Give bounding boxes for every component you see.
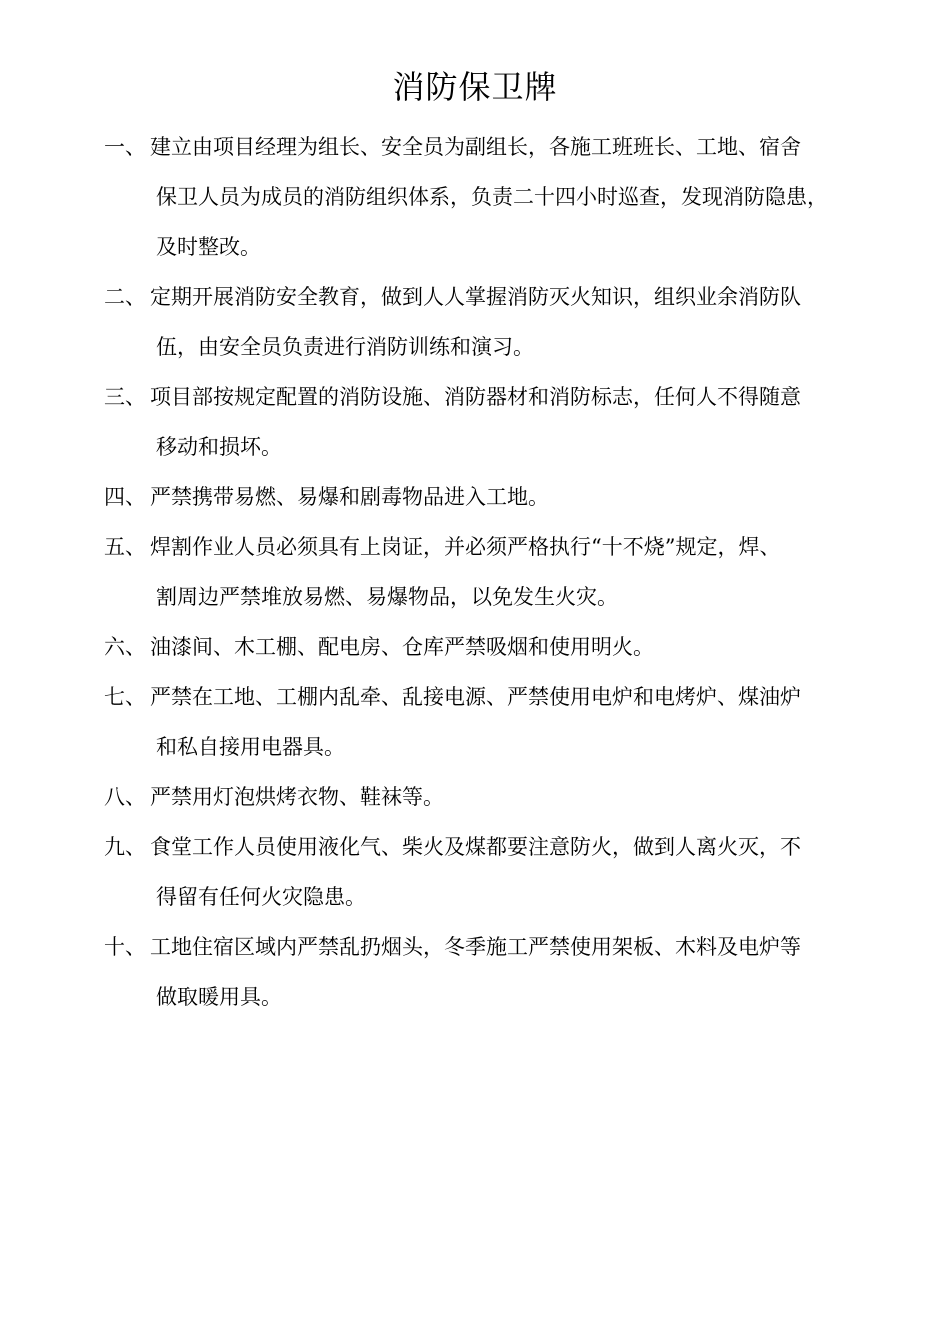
- rule-line: [104, 172, 849, 222]
- rule-line: [104, 472, 849, 522]
- rule-line: [104, 772, 849, 822]
- rule-item: [104, 622, 849, 672]
- rule-item: [104, 922, 849, 1022]
- rule-number: 七、: [104, 685, 146, 709]
- rule-text: 做取暖用具。: [156, 985, 282, 1009]
- rule-number: 一、: [104, 135, 146, 159]
- rule-item: [104, 472, 849, 522]
- page-title: 消防保卫牌: [392, 68, 558, 106]
- rule-line: [104, 372, 849, 422]
- rule-item: [104, 522, 849, 622]
- rule-line: [104, 722, 849, 772]
- rule-number: 三、: [104, 385, 146, 409]
- rule-text: 保卫人员为成员的消防组织体系，负责二十四小时巡查，发现消防隐患，: [156, 185, 828, 209]
- rule-line: [104, 972, 849, 1022]
- rule-text: 割周边严禁堆放易燃、易爆物品，以免发生火灾。: [156, 585, 618, 609]
- rule-text: 得留有任何火灾隐患。: [156, 885, 366, 909]
- rule-line: [104, 322, 849, 372]
- rule-number: 十、: [104, 935, 146, 959]
- rule-text: 和私自接用电器具。: [156, 735, 345, 759]
- rule-text: 移动和损坏。: [156, 435, 282, 459]
- rule-line: [104, 822, 849, 872]
- rule-item: [104, 372, 849, 472]
- rule-line: [104, 622, 849, 672]
- rule-number: 六、: [104, 635, 146, 659]
- rule-line: [104, 872, 849, 922]
- rule-number: 九、: [104, 835, 146, 859]
- rule-line: [104, 272, 849, 322]
- rule-line: [104, 672, 849, 722]
- rule-text: 严禁用灯泡烘烤衣物、鞋袜等。: [150, 785, 444, 809]
- rule-text: 食堂工作人员使用液化气、柴火及煤都要注意防火，做到人离火灭，不: [150, 835, 801, 859]
- rule-number: 五、: [104, 535, 146, 559]
- rule-item: [104, 122, 849, 272]
- rule-number: 四、: [104, 485, 146, 509]
- rule-text: 伍，由安全员负责进行消防训练和演习。: [156, 335, 534, 359]
- rule-text: 严禁携带易燃、易爆和剧毒物品进入工地。: [150, 485, 549, 509]
- rule-line: [104, 422, 849, 472]
- rule-text: 焊割作业人员必须具有上岗证，并必须严格执行“十不烧”规定，焊、: [150, 535, 781, 559]
- rule-text: 工地住宿区域内严禁乱扔烟头，冬季施工严禁使用架板、木料及电炉等: [150, 935, 801, 959]
- rule-line: [104, 572, 849, 622]
- rule-text: 油漆间、木工棚、配电房、仓库严禁吸烟和使用明火。: [150, 635, 654, 659]
- rule-item: [104, 272, 849, 372]
- rule-line: [104, 522, 849, 572]
- rule-item: [104, 772, 849, 822]
- rule-list: [104, 122, 849, 1022]
- rule-text: 严禁在工地、工棚内乱牵、乱接电源、严禁使用电炉和电烤炉、煤油炉: [150, 685, 801, 709]
- rule-text: 建立由项目经理为组长、安全员为副组长，各施工班班长、工地、宿舍: [150, 135, 801, 159]
- rule-item: [104, 822, 849, 922]
- rule-number: 二、: [104, 285, 146, 309]
- rule-text: 定期开展消防安全教育，做到人人掌握消防灭火知识，组织业余消防队: [150, 285, 801, 309]
- rule-line: [104, 222, 849, 272]
- rule-text: 及时整改。: [156, 235, 261, 259]
- rule-number: 八、: [104, 785, 146, 809]
- rule-line: [104, 122, 849, 172]
- rule-line: [104, 922, 849, 972]
- rule-text: 项目部按规定配置的消防设施、消防器材和消防标志，任何人不得随意: [150, 385, 801, 409]
- rule-item: [104, 672, 849, 772]
